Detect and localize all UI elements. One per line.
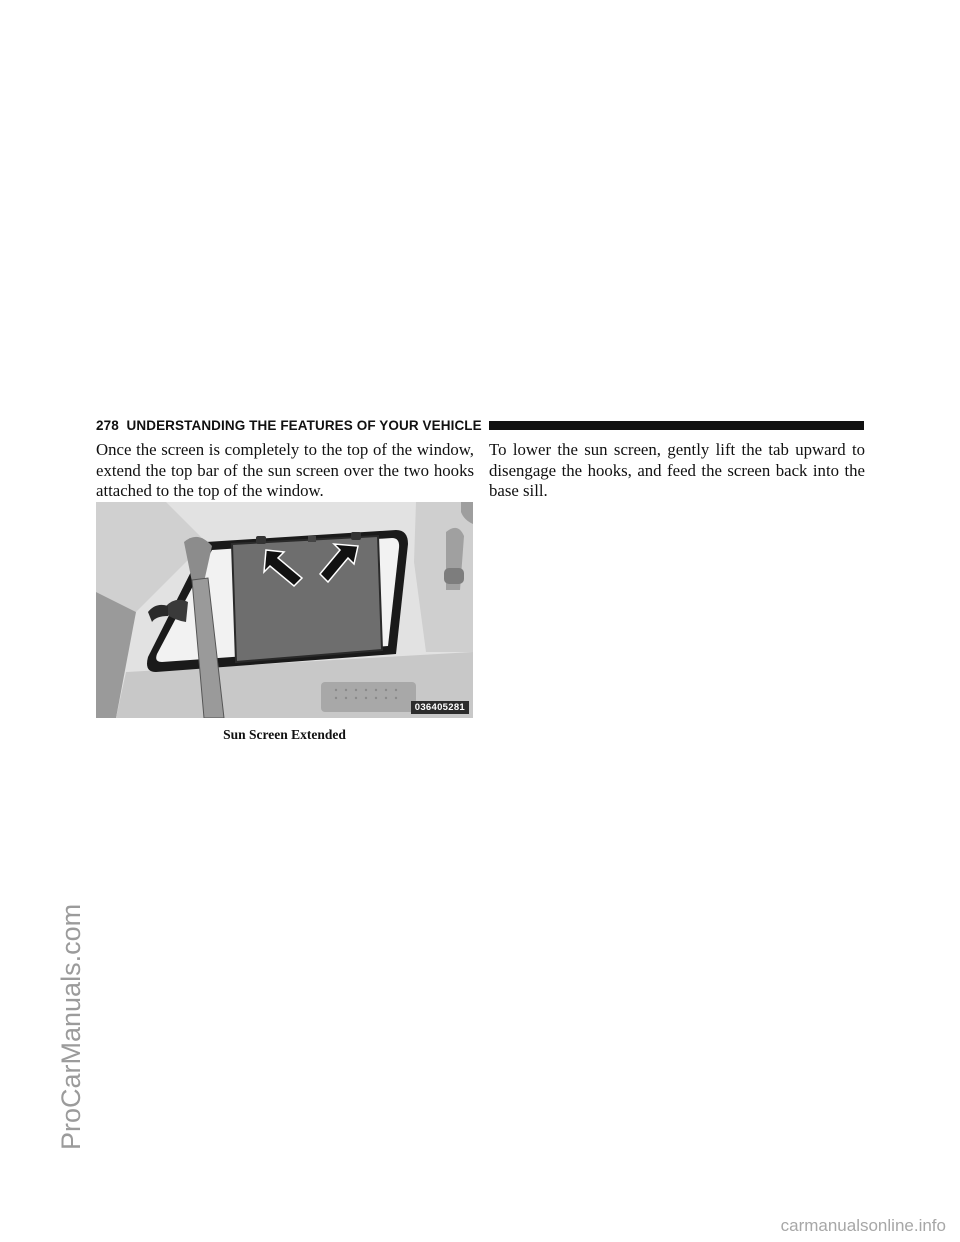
- sun-screen-illustration: [96, 502, 473, 718]
- figure-caption: Sun Screen Extended: [223, 727, 346, 742]
- page-header: [96, 418, 864, 432]
- figure-code-label: 036405281: [411, 701, 469, 714]
- right-paragraph: To lower the sun screen, gently lift the tab upward to disengage the hooks, and feed the screen back into the base sill.: [489, 440, 865, 500]
- bottom-watermark: carmanualsonline.info: [780, 1216, 946, 1235]
- page-number: 278: [96, 417, 119, 433]
- side-watermark: ProCarManuals.com: [56, 903, 86, 1150]
- left-paragraph: Once the screen is completely to the top of the window, extend the top bar of the sun screen over the two hooks attached to the top of the window.: [96, 440, 474, 500]
- header-rule: [489, 421, 864, 430]
- section-title: UNDERSTANDING THE FEATURES OF YOUR VEHICLE: [126, 417, 482, 433]
- page-number-and-section: [96, 418, 482, 433]
- sun-screen-figure: [96, 502, 473, 718]
